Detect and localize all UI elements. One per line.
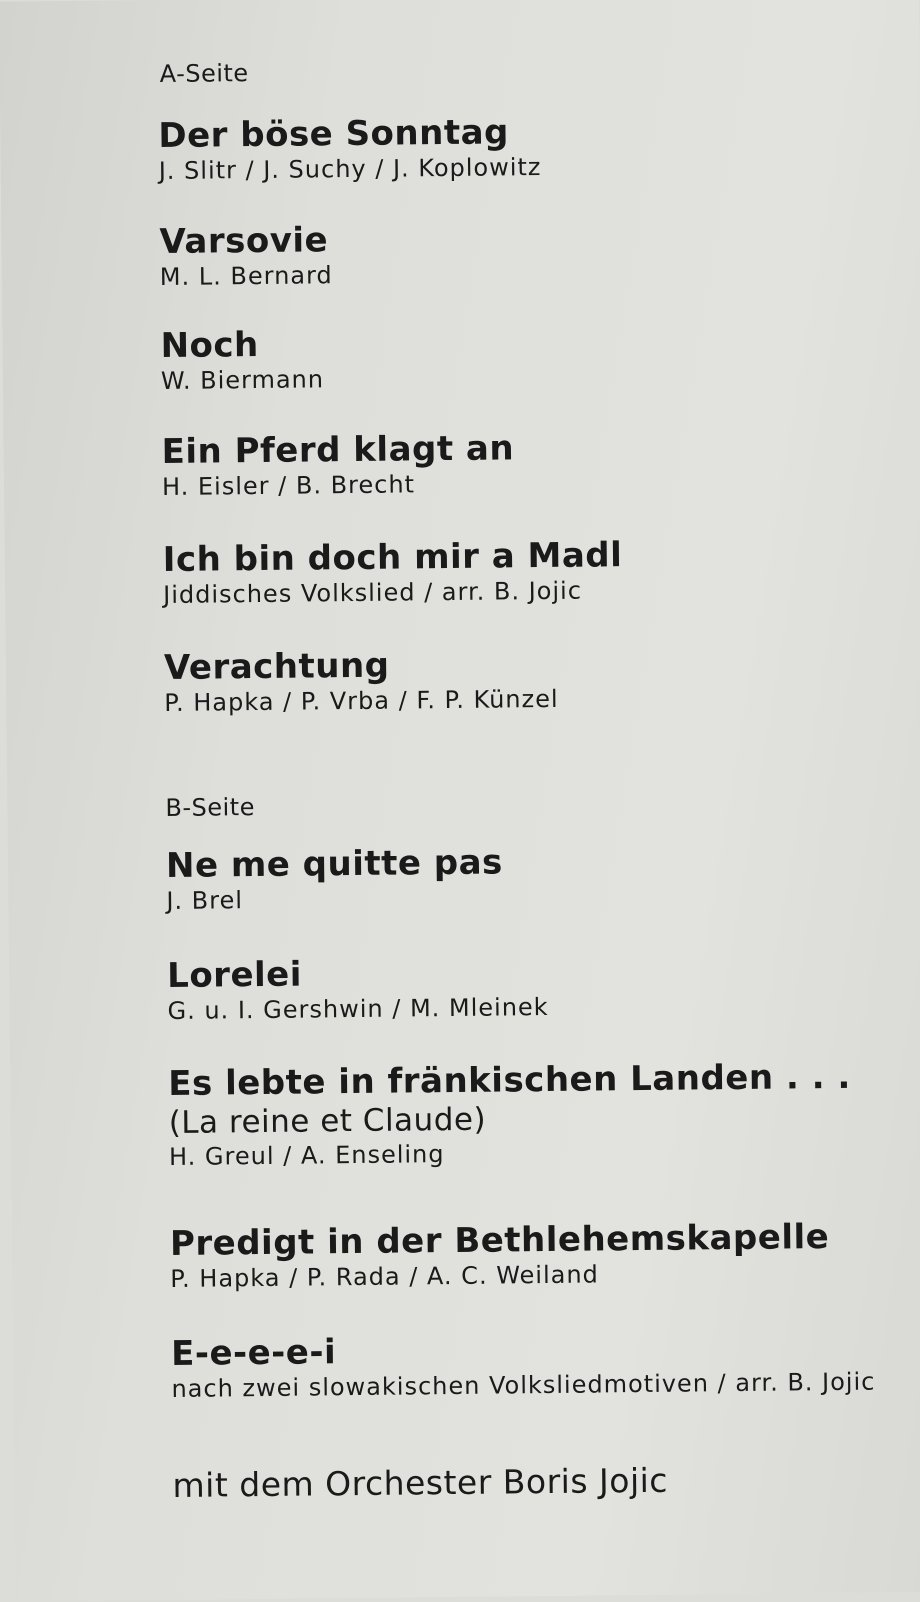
track-credit: W. Biermann	[160, 365, 325, 396]
track-item	[166, 842, 504, 916]
track-credit: Jiddisches Volkslied / arr. B. Jojic	[163, 576, 583, 609]
track-item	[163, 535, 623, 610]
track-title: E-e-e-e-i	[170, 1332, 337, 1374]
track-credit: J. Brel	[166, 886, 244, 915]
track-title: Varsovie	[159, 220, 329, 263]
track-title: Es lebte in fränkischen Landen . . .	[168, 1056, 852, 1104]
track-title: Noch	[160, 324, 259, 367]
side-a-label: A-Seite	[159, 59, 249, 89]
track-title: Predigt in der Bethlehemskapelle	[169, 1217, 830, 1264]
track-title: Lorelei	[166, 954, 303, 996]
track-item	[170, 1217, 830, 1294]
track-item	[159, 220, 333, 292]
track-title: Verachtung	[163, 645, 390, 688]
orchestra-credit: mit dem Orchester Boris Jojic	[172, 1460, 669, 1505]
track-item	[160, 324, 324, 396]
track-item	[168, 1057, 852, 1172]
track-credit: nach zwei slowakischen Volksliedmotiven / arr. B. Jojic	[171, 1367, 876, 1403]
track-item	[164, 644, 559, 718]
track-title: Ich bin doch mir a Madl	[162, 535, 623, 580]
track-credit: P. Hapka / P. Vrba / F. P. Künzel	[164, 684, 559, 717]
track-title: Ne me quitte pas	[165, 842, 504, 886]
side-b-label: B-Seite	[165, 793, 256, 822]
track-credit: J. Slitr / J. Suchy / J. Koplowitz	[158, 153, 542, 186]
track-item	[161, 428, 514, 502]
track-credit: H. Greul / A. Enseling	[168, 1140, 445, 1171]
track-credit: M. L. Bernard	[159, 261, 333, 292]
track-title: Der böse Sonntag	[158, 112, 510, 157]
track-credit: P. Hapka / P. Rada / A. C. Weiland	[170, 1260, 599, 1293]
track-title: Ein Pferd klagt an	[161, 428, 515, 473]
track-credit: H. Eisler / B. Brecht	[161, 470, 416, 501]
track-subtitle: (La reine et Claude)	[168, 1101, 487, 1141]
track-item	[171, 1327, 876, 1404]
track-item	[158, 112, 541, 186]
track-item	[167, 952, 549, 1026]
track-credit: G. u. I. Gershwin / M. Mleinek	[167, 992, 549, 1025]
